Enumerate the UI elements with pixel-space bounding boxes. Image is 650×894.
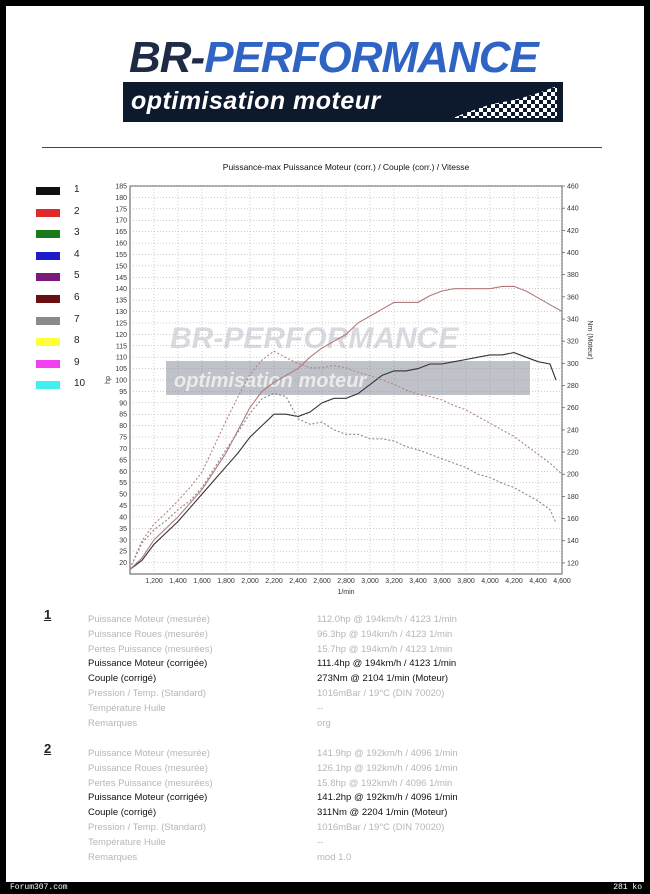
legend-swatch xyxy=(36,360,60,368)
legend-swatch xyxy=(36,209,60,217)
x-tick-label: 1,600 xyxy=(193,578,211,585)
y-tick-label: 135 xyxy=(115,297,127,305)
y2-tick-label: 400 xyxy=(567,250,579,258)
result-key: Puissance Moteur (mesurée) xyxy=(88,614,210,625)
result-value: org xyxy=(317,717,331,729)
y2-tick-label: 340 xyxy=(567,316,579,324)
legend-label: 3 xyxy=(74,227,80,239)
logo-brand-b: PERFORMANCE xyxy=(204,33,538,82)
y2-tick-label: 180 xyxy=(567,493,579,501)
y2-tick-label: 160 xyxy=(567,516,579,524)
result-value: 96.3hp @ 194km/h / 4123 1/min xyxy=(317,628,453,640)
result-value: -- xyxy=(317,836,324,848)
footer-bar xyxy=(0,882,650,894)
y2-tick-label: 300 xyxy=(567,360,579,368)
y-tick-label: 105 xyxy=(115,366,127,374)
result-key: Température Huile xyxy=(88,702,166,714)
y-tick-label: 75 xyxy=(119,434,127,442)
result-row xyxy=(88,763,628,777)
y-tick-label: 110 xyxy=(115,354,127,362)
result-key: Pression / Temp. (Standard) xyxy=(88,822,207,833)
y-tick-label: 145 xyxy=(115,274,127,282)
result-row xyxy=(88,792,628,806)
y-tick-label: 140 xyxy=(115,286,127,294)
y-tick-label: 85 xyxy=(119,411,127,419)
y2-tick-label: 420 xyxy=(567,227,579,235)
result-key: Puissance Moteur (mesurée) xyxy=(88,748,210,759)
y2-tick-label: 120 xyxy=(567,560,579,568)
result-row xyxy=(88,748,628,762)
x-tick-label: 2,600 xyxy=(313,578,331,585)
y-tick-label: 40 xyxy=(119,514,127,522)
y2-tick-label: 240 xyxy=(567,427,579,435)
y-tick-label: 150 xyxy=(115,263,127,271)
result-row xyxy=(88,703,628,717)
y-tick-label: 125 xyxy=(115,320,127,328)
y-tick-label: 175 xyxy=(115,206,127,214)
result-value: 111.4hp @ 194km/h / 4123 1/min xyxy=(317,658,457,670)
y2-tick-label: 440 xyxy=(567,205,579,213)
legend-label: 6 xyxy=(74,292,80,303)
x-tick-label: 4,200 xyxy=(505,578,523,585)
y2-tick-label: 220 xyxy=(567,449,579,457)
result-row xyxy=(88,614,628,628)
logo-title xyxy=(129,34,538,82)
dyno-chart xyxy=(6,156,644,606)
x-tick-label: 4,400 xyxy=(529,578,547,585)
legend-swatch xyxy=(36,317,60,325)
x-tick-label: 2,400 xyxy=(289,578,307,585)
checkered-flag-icon xyxy=(447,84,559,120)
result-value: 1016mBar / 19°C (DIN 70020) xyxy=(317,822,445,833)
x-tick-label: 3,200 xyxy=(385,578,403,585)
y-tick-label: 35 xyxy=(119,525,127,533)
result-row xyxy=(88,778,628,792)
x-tick-label: 1,400 xyxy=(169,578,187,585)
legend-label: 10 xyxy=(74,378,86,390)
result-key: Puissance Roues (mesurée) xyxy=(88,762,208,774)
page xyxy=(6,6,644,882)
legend-swatch xyxy=(36,338,60,346)
result-value: 1016mBar / 19°C (DIN 70020) xyxy=(317,688,445,699)
y2-tick-label: 260 xyxy=(567,405,579,413)
legend-label: 1 xyxy=(74,184,80,195)
result-key: Remarques xyxy=(88,717,138,729)
logo-tagline: optimisation moteur xyxy=(131,87,381,115)
result-row xyxy=(88,688,628,702)
x-tick-label: 4,000 xyxy=(481,578,499,585)
x-tick-label: 1,800 xyxy=(217,578,235,585)
y-tick-label: 70 xyxy=(119,445,127,453)
legend-swatch xyxy=(36,381,60,389)
y-tick-label: 160 xyxy=(115,240,127,248)
y-tick-label: 55 xyxy=(119,480,127,488)
legend-swatch xyxy=(36,187,60,195)
legend-label: 5 xyxy=(74,270,80,282)
result-value: mod 1.0 xyxy=(317,851,352,863)
result-number: 1 xyxy=(44,607,52,622)
legend-label: 2 xyxy=(74,205,80,217)
y-tick-label: 95 xyxy=(119,388,127,396)
legend-label: 9 xyxy=(74,356,80,368)
logo-brand-a: BR- xyxy=(129,33,205,82)
result-row xyxy=(88,852,628,866)
result-number: 2 xyxy=(44,741,52,756)
y2-tick-label: 200 xyxy=(567,471,579,479)
y-tick-label: 25 xyxy=(119,548,127,556)
result-key: Puissance Moteur (corrigée) xyxy=(88,658,208,670)
y-tick-label: 90 xyxy=(119,400,127,408)
y2-tick-label: 140 xyxy=(567,538,579,546)
result-key: Pertes Puissance (mesurées) xyxy=(88,643,213,655)
result-row xyxy=(88,658,628,672)
x-tick-label: 3,600 xyxy=(433,578,451,585)
y2-tick-label: 460 xyxy=(567,183,579,191)
result-value: 311Nm @ 2204 1/min (Moteur) xyxy=(317,807,448,819)
x-tick-label: 4,600 xyxy=(553,578,571,585)
result-key: Pression / Temp. (Standard) xyxy=(88,688,207,699)
series-line-3 xyxy=(130,393,556,568)
y2-tick-label: 360 xyxy=(567,294,579,302)
x-tick-label: 2,200 xyxy=(265,578,283,585)
result-value: -- xyxy=(317,702,324,714)
legend-label: 4 xyxy=(74,248,80,260)
result-value: 15.7hp @ 194km/h / 4123 1/min xyxy=(317,643,453,655)
y-tick-label: 130 xyxy=(115,309,127,317)
legend-label: 7 xyxy=(74,313,80,325)
legend-label: 8 xyxy=(74,335,80,347)
brand-logo xyxy=(123,34,571,124)
y2-tick-label: 320 xyxy=(567,338,579,346)
x-tick-label: 2,000 xyxy=(241,578,259,585)
x-tick-label: 3,800 xyxy=(457,578,475,585)
result-value: 112.0hp @ 194km/h / 4123 1/min xyxy=(317,614,457,625)
y-tick-label: 115 xyxy=(115,343,127,351)
y-tick-label: 45 xyxy=(119,503,127,511)
x-tick-label: 3,000 xyxy=(361,578,379,585)
y-tick-label: 155 xyxy=(115,251,127,259)
legend-swatch xyxy=(36,295,60,303)
result-value: 273Nm @ 2104 1/min (Moteur) xyxy=(317,673,449,685)
y-tick-label: 60 xyxy=(119,468,127,476)
result-key: Température Huile xyxy=(88,836,166,848)
result-key: Couple (corrigé) xyxy=(88,807,157,819)
y-tick-label: 100 xyxy=(115,377,127,385)
y-tick-label: 120 xyxy=(115,331,127,339)
result-key: Couple (corrigé) xyxy=(88,673,157,685)
x-tick-label: 2,800 xyxy=(337,578,355,585)
x-axis-label: 1/min xyxy=(337,589,355,596)
chart-title: Puissance-max Puissance Moteur (corr.) / Couple (corr.) / Vitesse xyxy=(222,162,470,172)
y2-tick-label: 280 xyxy=(567,383,579,391)
result-row xyxy=(88,644,628,658)
y-tick-label: 20 xyxy=(119,560,127,568)
logo-tagline-bar xyxy=(123,82,563,122)
result-row xyxy=(88,807,628,821)
header-divider xyxy=(42,147,602,148)
result-row xyxy=(88,822,628,836)
result-value: 141.9hp @ 192km/h / 4096 1/min xyxy=(317,748,458,759)
legend-swatch xyxy=(36,252,60,260)
y2-tick-label: 380 xyxy=(567,272,579,280)
footer-source: Forum307.com xyxy=(10,883,68,892)
watermark-tagline: optimisation moteur xyxy=(174,370,367,392)
watermark-brand: BR-PERFORMANCE xyxy=(170,322,459,355)
result-value: 126.1hp @ 192km/h / 4096 1/min xyxy=(317,762,458,774)
x-tick-label: 1,200 xyxy=(145,578,163,585)
y-tick-label: 180 xyxy=(115,194,127,202)
y-tick-label: 185 xyxy=(115,183,127,191)
y-axis-label: hp xyxy=(105,376,112,384)
y-tick-label: 30 xyxy=(119,537,127,545)
y-tick-label: 50 xyxy=(119,491,127,499)
y-tick-label: 170 xyxy=(115,217,127,225)
x-tick-label: 3,400 xyxy=(409,578,427,585)
result-row xyxy=(88,629,628,643)
y-tick-label: 165 xyxy=(115,229,127,237)
y2-axis-label: Nm (Moteur) xyxy=(586,320,593,360)
result-key: Pertes Puissance (mesurées) xyxy=(88,777,213,789)
legend-swatch xyxy=(36,230,60,238)
result-value: 15.8hp @ 192km/h / 4096 1/min xyxy=(317,777,453,789)
result-row xyxy=(88,718,628,732)
legend-swatch xyxy=(36,273,60,281)
result-row xyxy=(88,837,628,851)
result-row xyxy=(88,673,628,687)
result-key: Puissance Moteur (corrigée) xyxy=(88,792,208,804)
y-tick-label: 80 xyxy=(119,423,127,431)
result-value: 141.2hp @ 192km/h / 4096 1/min xyxy=(317,792,458,804)
footer-size: 281 ko xyxy=(613,883,642,892)
result-key: Remarques xyxy=(88,851,138,863)
result-key: Puissance Roues (mesurée) xyxy=(88,628,208,640)
y-tick-label: 65 xyxy=(119,457,127,465)
